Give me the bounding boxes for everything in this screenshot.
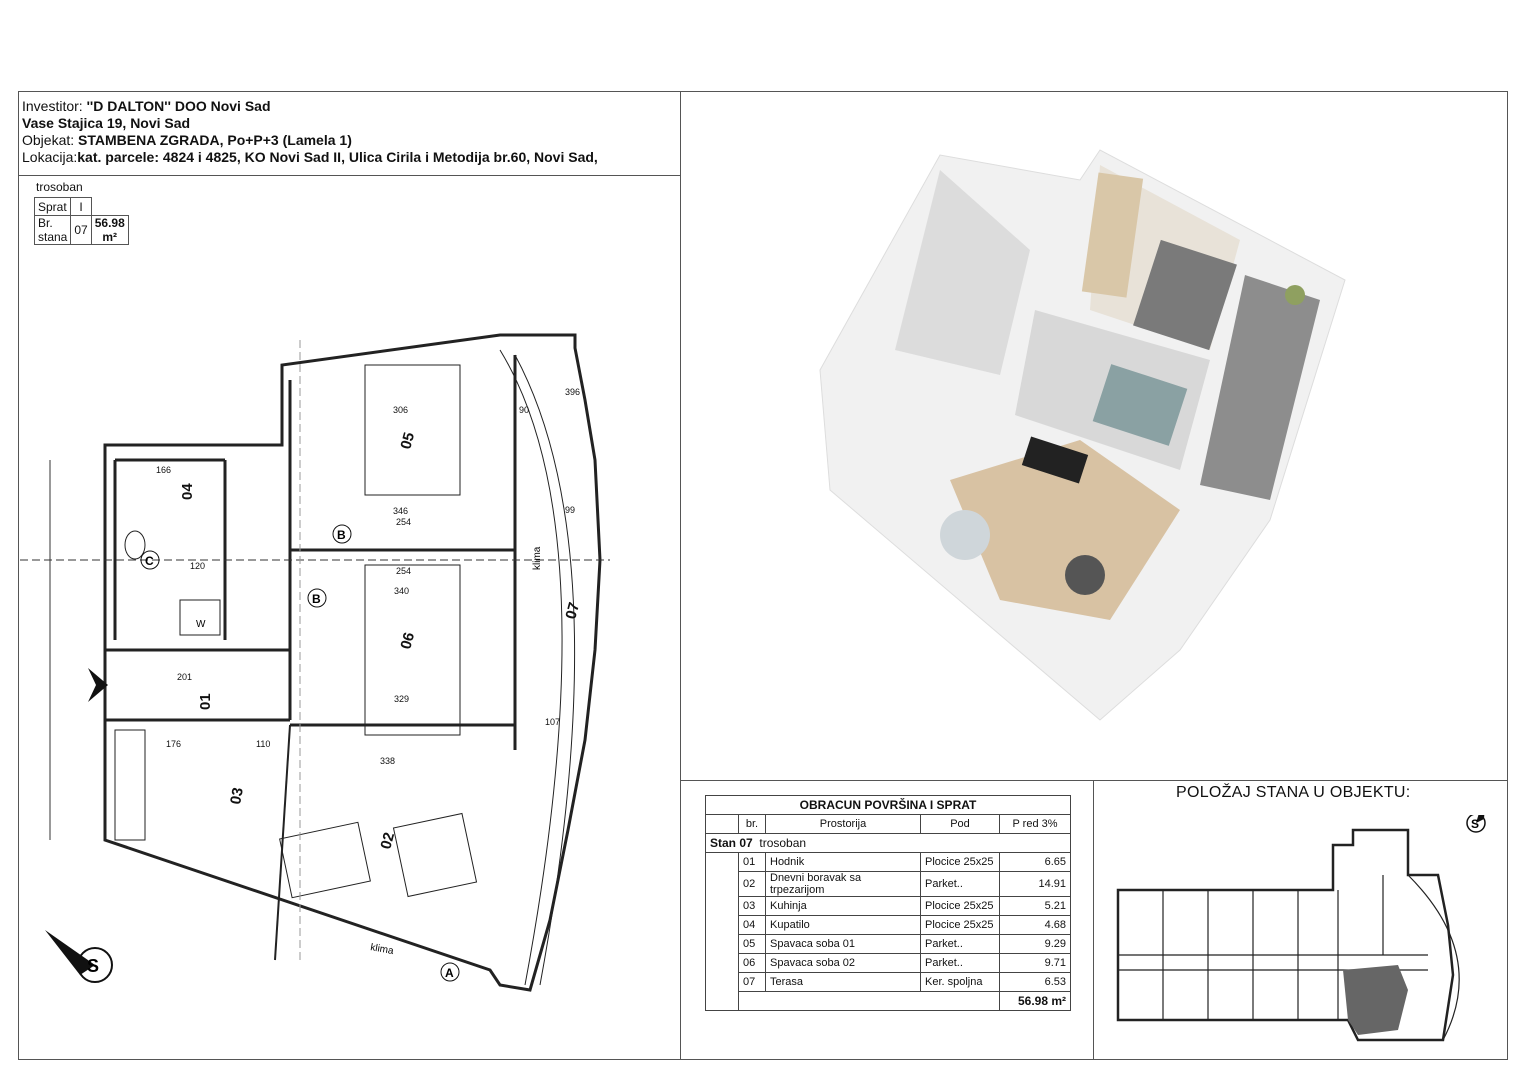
unit-no-label: Br. stana (35, 216, 71, 245)
col-p: P red 3% (1000, 815, 1071, 834)
room-label-02: 02 (377, 830, 399, 852)
divider-bottom (680, 780, 1508, 781)
klima-label-1: klima (532, 546, 543, 570)
table-row: 03 Kuhinja Plocice 25x25 5.21 (706, 897, 1071, 916)
apartment-3d-render (800, 140, 1360, 740)
table-row: 01 Hodnik Plocice 25x25 6.65 (706, 853, 1071, 872)
floor-label: Sprat (35, 198, 71, 216)
dim-107: 107 (545, 717, 561, 727)
dim-110: 110 (256, 739, 271, 749)
col-floor: Pod (921, 815, 1000, 834)
room-label-01: 01 (197, 693, 214, 710)
dim-103: 120 (190, 561, 206, 571)
unit-no-value: 07 (71, 216, 91, 245)
toilet (125, 531, 145, 559)
unit-type: trosoban (36, 180, 83, 194)
dim-338: 338 (380, 756, 396, 766)
render-plant (1285, 285, 1305, 305)
dim-201: 201 (177, 672, 193, 682)
kitchen-counter (115, 730, 145, 840)
room-label-07: 07 (562, 600, 584, 622)
investor-label: Investitor: (22, 98, 87, 114)
investor-address: Vase Stajica 19, Novi Sad (22, 115, 191, 131)
location-label: Lokacija: (22, 149, 78, 165)
washer-label: W (196, 619, 206, 630)
table-row: 05 Spavaca soba 01 Parket.. 9.29 (706, 935, 1071, 954)
dim-99: 99 (565, 505, 576, 515)
floor-value: I (71, 198, 91, 216)
dim-306: 306 (393, 405, 409, 415)
area-table (705, 795, 1071, 1011)
position-title: POLOŽAJ STANA U OBJEKTU: (1176, 784, 1411, 801)
dim-160: 90 (519, 405, 530, 415)
dim-254-b: 254 (396, 566, 412, 576)
marker-b2-label: B (312, 592, 321, 606)
dim-254-a: 254 (396, 517, 412, 527)
room-label-06: 06 (397, 630, 419, 652)
room-label-03: 03 (227, 786, 247, 806)
table-row: 07 Terasa Ker. spoljna 6.53 (706, 973, 1071, 992)
location-value: kat. parcele: 4824 i 4825, KO Novi Sad II, Ulica Cirila i Metodija br.60, Novi Sad, (77, 149, 598, 165)
table-row: 02 Dnevni boravak sa trpezarijom Parket.. 14.91 (706, 872, 1071, 897)
marker-a-label: A (445, 966, 454, 980)
unit-label: Stan 07 (710, 836, 753, 850)
unit-type-row: trosoban (759, 836, 807, 850)
dim-166: 166 (156, 465, 172, 475)
object-label: Objekat: (22, 132, 79, 148)
highlighted-unit (1343, 965, 1408, 1035)
outer-wall (105, 335, 600, 990)
wall-living (275, 725, 290, 960)
table-row: 06 Spavaca soba 02 Parket.. 9.71 (706, 954, 1071, 973)
facade-curve (500, 350, 562, 985)
building-position-plan (1108, 815, 1498, 1050)
room-label-04: 04 (179, 483, 196, 500)
col-room: Prostorija (766, 815, 921, 834)
divider-header (18, 175, 680, 176)
facade-curve-outer (515, 355, 575, 985)
col-no: br. (739, 815, 766, 834)
klima-label-2: klima (369, 942, 395, 958)
dim-109: 396 (565, 387, 581, 397)
investor-value: ''D DALTON'' DOO Novi Sad (86, 98, 271, 114)
floor-plan (20, 320, 620, 1000)
render-coffee-table (1065, 555, 1105, 595)
marker-b1-label: B (337, 528, 346, 542)
project-info (22, 98, 598, 166)
divider-vertical (680, 91, 681, 1060)
dim-329: 329 (394, 694, 410, 704)
area-total: 56.98 m² (1000, 992, 1071, 1011)
area-table-title: OBRACUN POVRŠINA I SPRAT (706, 796, 1071, 815)
bed-05 (365, 365, 460, 495)
svg-text:S: S (1471, 817, 1480, 831)
object-value: STAMBENA ZGRADA, Po+P+3 (Lamela 1) (78, 132, 352, 148)
dim-346: 346 (393, 506, 409, 516)
sofa (280, 822, 371, 897)
table (393, 813, 476, 896)
render-dining-table (940, 510, 990, 560)
unit-area: 56.98 m² (91, 216, 128, 245)
dim-176: 176 (166, 739, 182, 749)
divider-position (1093, 780, 1094, 1060)
table-row: 04 Kupatilo Plocice 25x25 4.68 (706, 916, 1071, 935)
position-north-arrow-icon (1467, 815, 1486, 832)
dim-340: 340 (394, 586, 410, 596)
svg-text:S: S (87, 956, 100, 976)
north-arrow-icon (45, 930, 112, 982)
marker-c-label: C (145, 554, 154, 568)
room-label-05: 05 (397, 430, 419, 452)
